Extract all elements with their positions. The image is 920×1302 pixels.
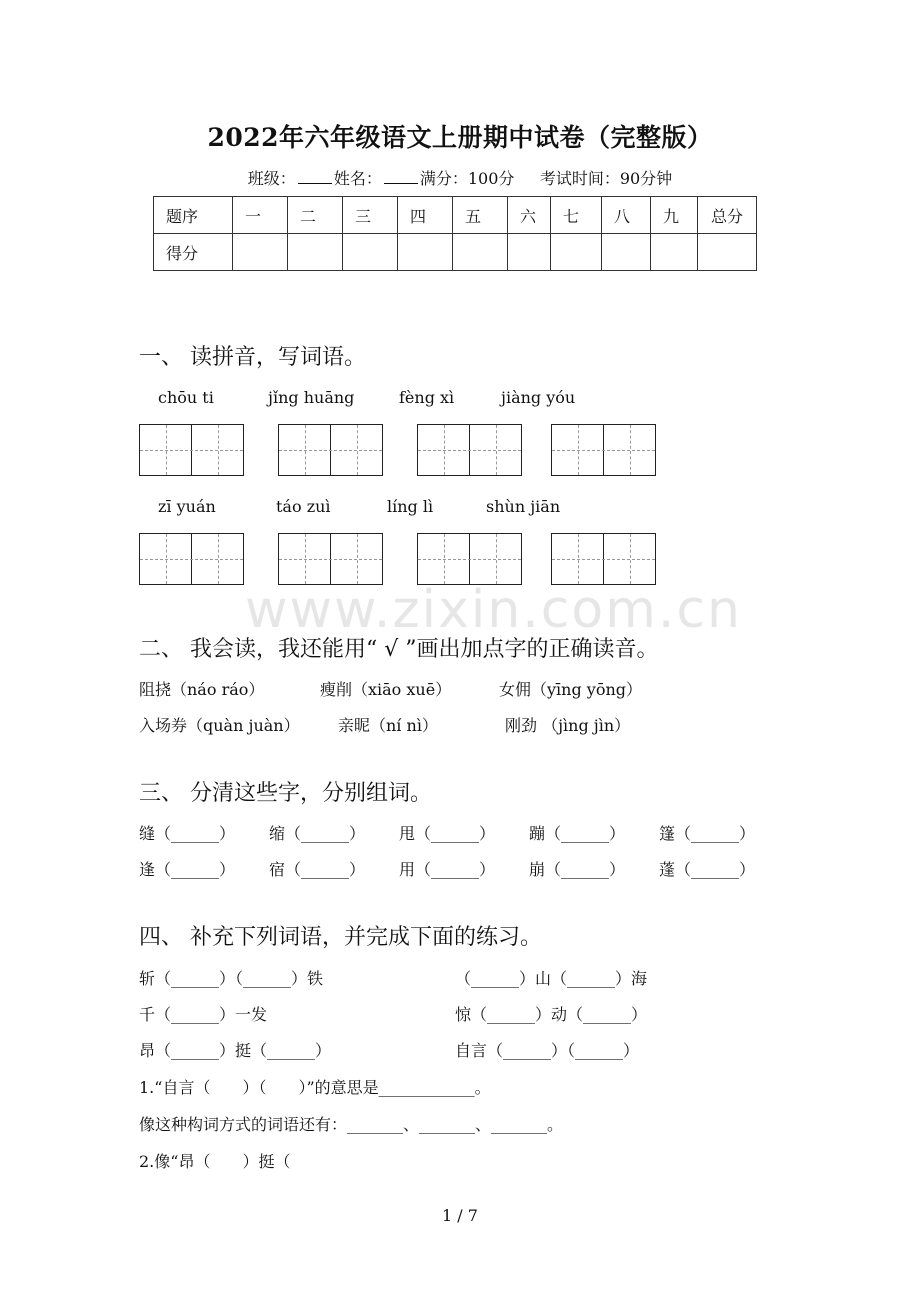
word-blank[interactable]: 缝（______） [139,824,236,843]
reading-item: 女佣（yīng yōng） [499,680,643,699]
reading-item: 瘦削（xiāo xuē） [320,680,452,699]
score-input-cell[interactable] [508,234,551,271]
word-blank[interactable]: 蓬（______） [659,860,756,879]
time-label: 考试时间：90分钟 [539,169,673,188]
table-cell: 三 [343,197,398,234]
word-blank[interactable]: 逢（______） [139,860,236,879]
score-input-cell[interactable] [343,234,398,271]
table-cell: 六 [508,197,551,234]
writing-grid[interactable] [417,533,522,585]
reading-item: 亲昵（ní nì） [338,716,438,735]
writing-grid[interactable] [278,533,383,585]
table-cell: 七 [551,197,602,234]
word-blank[interactable]: 宿（______） [269,860,366,879]
question-1[interactable]: 1.“自言（ ）（ ）”的意思是____________。 [139,1078,491,1097]
idiom-blank[interactable]: 惊（______）动（______） [455,1005,648,1024]
pinyin: shùn jiān [486,497,561,516]
writing-grid[interactable] [139,424,244,476]
idiom-blank[interactable]: 自言（______）（______） [455,1041,640,1060]
score-input-cell[interactable] [453,234,508,271]
table-cell: 总分 [698,197,757,234]
reading-item: 刚劲 （jìng jìn） [505,716,631,735]
idiom-blank[interactable]: 千（______）一发 [139,1005,268,1024]
name-label: 姓名： [333,169,382,188]
word-blank[interactable]: 篷（______） [659,824,756,843]
watermark: www.zixin.com.cn [245,580,742,640]
word-blank[interactable]: 崩（______） [529,860,626,879]
score-input-cell[interactable] [651,234,698,271]
writing-grid[interactable] [551,533,656,585]
score-label: 满分：100分 [419,169,515,188]
page-number: 1 / 7 [442,1206,478,1225]
score-input-cell[interactable] [398,234,453,271]
table-cell: 四 [398,197,453,234]
word-blank[interactable]: 用（______） [399,860,496,879]
pinyin: líng lì [387,497,434,516]
table-cell: 一 [233,197,288,234]
reading-item: 入场券（quàn juàn） [139,716,300,735]
class-blank [298,169,332,184]
word-blank[interactable]: 甩（______） [399,824,496,843]
writing-grid[interactable] [417,424,522,476]
pinyin: jǐng huāng [268,388,355,407]
question-2[interactable]: 2.像“昂（ ）挺（ [139,1152,291,1171]
pinyin: zī yuán [158,497,216,516]
score-input-cell[interactable] [288,234,343,271]
exam-info [0,166,920,189]
score-table-header-row [154,197,757,234]
table-cell: 得分 [154,234,233,271]
page-title: 2022年六年级语文上册期中试卷（完整版） [207,123,713,152]
score-input-cell[interactable] [551,234,602,271]
table-cell: 九 [651,197,698,234]
name-blank [384,169,418,184]
pinyin: táo zuì [276,497,331,516]
score-table-score-row [154,234,757,271]
table-cell: 二 [288,197,343,234]
idiom-blank[interactable]: 昂（______）挺（______） [139,1041,332,1060]
pinyin: fèng xì [399,388,455,407]
writing-grid[interactable] [551,424,656,476]
section2-heading: 二、 我会读，我还能用“ √ ”画出加点字的正确读音。 [139,637,659,662]
score-input-cell[interactable] [698,234,757,271]
class-label: 班级： [247,169,296,188]
table-cell: 八 [602,197,651,234]
table-cell: 五 [453,197,508,234]
word-blank[interactable]: 缩（______） [269,824,366,843]
table-cell: 题序 [154,197,233,234]
section1-heading: 一、 读拼音，写词语。 [139,345,366,370]
section4-heading: 四、 补充下列词语，并完成下面的练习。 [139,925,542,950]
section3-heading: 三、 分清这些字，分别组词。 [139,781,432,806]
reading-item: 阻挠（náo ráo） [139,680,265,699]
idiom-blank[interactable]: （______）山（______）海 [455,969,648,988]
idiom-blank[interactable]: 斩（______）（______）铁 [139,969,324,988]
question-1b[interactable]: 像这种构词方式的词语还有：_______、_______、_______。 [139,1115,564,1134]
writing-grid[interactable] [278,424,383,476]
score-input-cell[interactable] [233,234,288,271]
pinyin: chōu ti [158,388,214,407]
pinyin: jiàng yóu [501,388,576,407]
word-blank[interactable]: 蹦（______） [529,824,626,843]
score-input-cell[interactable] [602,234,651,271]
score-table [153,196,757,271]
writing-grid[interactable] [139,533,244,585]
